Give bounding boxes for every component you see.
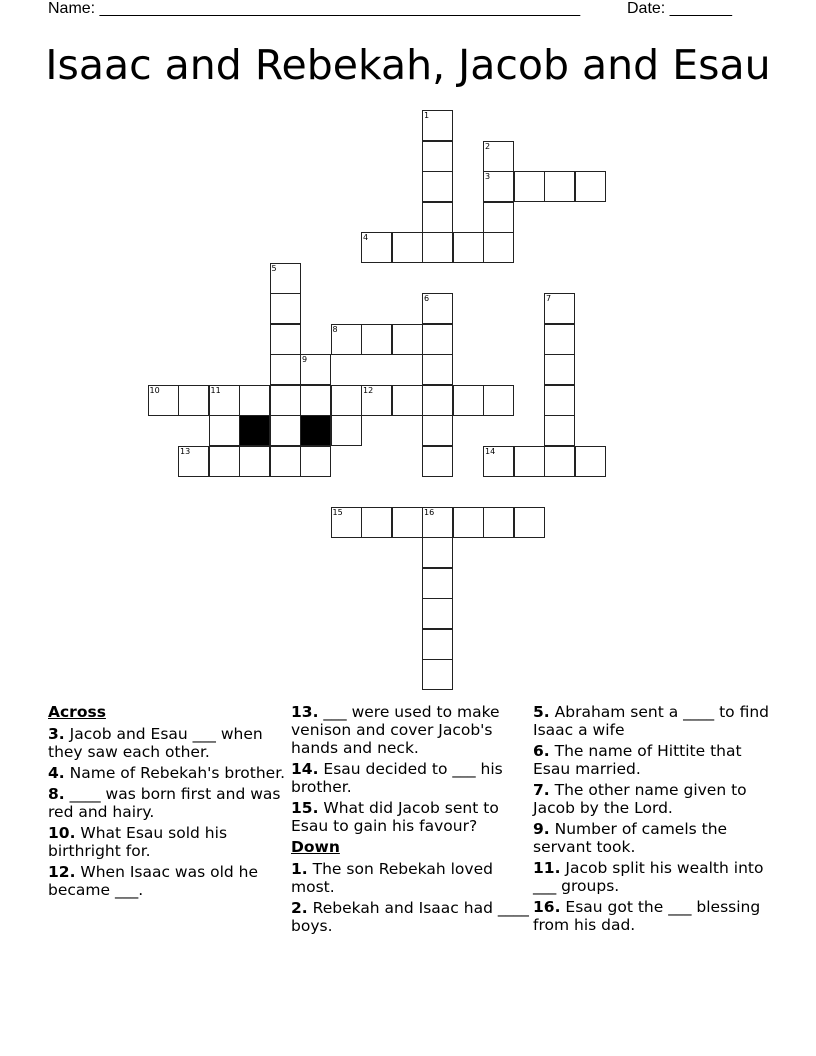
grid-cell[interactable] [483, 171, 514, 202]
clue-item-number: 15. [291, 799, 319, 817]
clue-number: 9 [302, 355, 308, 364]
grid-cell[interactable] [422, 629, 453, 660]
clue-item [533, 898, 773, 934]
grid-cell[interactable] [270, 293, 301, 324]
clue-item-number: 6. [533, 742, 550, 760]
clue-item-text: Esau got the ___ blessing from his dad. [533, 898, 761, 934]
clue-item [48, 764, 288, 782]
grid-cell[interactable] [270, 354, 301, 385]
grid-cell[interactable] [422, 232, 453, 263]
clue-number: 10 [149, 385, 160, 395]
clue-item-text: Esau decided to ___ his brother. [291, 760, 503, 796]
clue-item [533, 781, 773, 817]
clue-item [48, 863, 288, 899]
grid-cell[interactable] [331, 415, 362, 446]
clue-number: 4 [363, 233, 369, 242]
clue-item [291, 760, 531, 796]
grid-cell[interactable] [422, 659, 453, 690]
grid-cell[interactable] [422, 537, 453, 568]
clue-number: 12 [363, 385, 374, 395]
grid-cell[interactable] [422, 171, 453, 202]
clue-item-text: The name of Hittite that Esau married. [533, 742, 742, 778]
clue-item-number: 10. [48, 824, 76, 842]
grid-cell[interactable] [422, 293, 453, 324]
grid-cell[interactable] [422, 110, 453, 141]
clue-item-number: 3. [48, 725, 65, 743]
grid-cell[interactable] [361, 507, 392, 538]
clue-item-number: 2. [291, 899, 308, 917]
grid-cell[interactable] [392, 324, 423, 355]
clue-item-text: The other name given to Jacob by the Lord. [533, 781, 747, 817]
clue-item-number: 12. [48, 863, 76, 881]
clue-column-1 [48, 703, 288, 902]
clue-number: 8 [332, 324, 338, 334]
grid-cell[interactable] [453, 385, 484, 416]
clue-item-text: ___ were used to make venison and cover Jacob's hands and neck. [291, 703, 500, 757]
grid-cell[interactable] [270, 263, 301, 294]
grid-cell[interactable] [544, 446, 575, 477]
clue-number: 6 [424, 294, 430, 303]
grid-cell[interactable] [544, 293, 575, 324]
clue-item-number: 4. [48, 764, 65, 782]
grid-cell[interactable] [178, 385, 209, 416]
grid-cell[interactable] [361, 232, 392, 263]
grid-cell[interactable] [422, 446, 453, 477]
grid-cell[interactable] [361, 324, 392, 355]
clue-item-text: Number of camels the servant took. [533, 820, 728, 856]
date-line: Date: _______ [627, 0, 732, 17]
grid-cell[interactable] [575, 446, 606, 477]
grid-cell[interactable] [178, 446, 209, 477]
clue-item [533, 742, 773, 778]
grid-cell[interactable] [483, 507, 514, 538]
grid-cell[interactable] [422, 598, 453, 629]
clue-number: 16 [424, 507, 435, 517]
clue-item [291, 799, 531, 835]
clue-item [533, 859, 773, 895]
section-heading: Down [291, 838, 340, 856]
grid-cell[interactable] [392, 507, 423, 538]
clue-item-number: 7. [533, 781, 550, 799]
clue-item [533, 703, 773, 739]
grid-cell[interactable] [331, 507, 362, 538]
grid-cell[interactable] [483, 141, 514, 172]
grid-cell[interactable] [575, 171, 606, 202]
clue-item-text: What Esau sold his birthright for. [48, 824, 228, 860]
page-title: Isaac and Rebekah, Jacob and Esau [45, 41, 771, 89]
grid-cell[interactable] [453, 507, 484, 538]
clue-item-number: 9. [533, 820, 550, 838]
grid-cell[interactable] [514, 446, 545, 477]
clue-number: 2 [485, 141, 491, 151]
clue-item-number: 11. [533, 859, 561, 877]
grid-cell[interactable] [209, 385, 240, 416]
clue-number: 5 [271, 263, 277, 273]
clue-item-number: 5. [533, 703, 550, 721]
grid-cell[interactable] [239, 385, 270, 416]
clue-item-number: 16. [533, 898, 561, 916]
clue-item [291, 899, 531, 935]
clue-item [48, 785, 288, 821]
name-line: Name: ______________________________________________________ [48, 0, 581, 17]
grid-cell[interactable] [483, 202, 514, 233]
blocked-cell [300, 415, 331, 446]
grid-cell[interactable] [209, 415, 240, 446]
grid-cell[interactable] [544, 385, 575, 416]
blocked-cell [239, 415, 270, 446]
section-heading: Across [48, 703, 106, 721]
clue-item [291, 703, 531, 757]
clue-item [533, 820, 773, 856]
grid-cell[interactable] [300, 354, 331, 385]
grid-cell[interactable] [392, 232, 423, 263]
clue-item-number: 1. [291, 860, 308, 878]
clue-item-text: Abraham sent a ____ to find Isaac a wife [533, 703, 769, 739]
grid-cell[interactable] [544, 354, 575, 385]
grid-cell[interactable] [483, 446, 514, 477]
grid-cell[interactable] [544, 324, 575, 355]
grid-cell[interactable] [514, 171, 545, 202]
grid-cell[interactable] [544, 171, 575, 202]
grid-cell[interactable] [270, 324, 301, 355]
grid-cell[interactable] [270, 385, 301, 416]
grid-cell[interactable] [331, 324, 362, 355]
grid-cell[interactable] [300, 385, 331, 416]
grid-cell[interactable] [544, 415, 575, 446]
clue-item [48, 824, 288, 860]
clue-column-2 [291, 703, 531, 938]
clue-number: 1 [424, 111, 430, 120]
grid-cell[interactable] [300, 446, 331, 477]
grid-cell[interactable] [422, 507, 453, 538]
grid-cell[interactable] [361, 385, 392, 416]
grid-cell[interactable] [483, 385, 514, 416]
clue-item-text: The son Rebekah loved most. [291, 860, 493, 896]
clue-item-text: ____ was born first and was red and hairy. [48, 785, 281, 821]
clue-item-number: 8. [48, 785, 65, 803]
clue-number: 13 [180, 446, 191, 456]
grid-cell[interactable] [239, 446, 270, 477]
grid-cell[interactable] [270, 446, 301, 477]
clue-number: 15 [332, 507, 343, 517]
grid-cell[interactable] [422, 202, 453, 233]
clue-item-number: 13. [291, 703, 319, 721]
grid-cell[interactable] [422, 354, 453, 385]
clue-item-number: 14. [291, 760, 319, 778]
grid-cell[interactable] [148, 385, 179, 416]
grid-cell[interactable] [422, 415, 453, 446]
grid-cell[interactable] [422, 324, 453, 355]
grid-cell[interactable] [422, 568, 453, 599]
clue-item-text: When Isaac was old he became ___. [48, 863, 259, 899]
clue-column-3 [533, 703, 773, 937]
clue-number: 7 [546, 294, 552, 303]
clue-number: 14 [485, 446, 496, 456]
clue-number: 3 [485, 172, 491, 181]
clue-item-text: Jacob split his wealth into ___ groups. [533, 859, 764, 895]
grid-cell[interactable] [453, 232, 484, 263]
clue-item [48, 725, 288, 761]
grid-cell[interactable] [514, 507, 545, 538]
grid-cell[interactable] [270, 415, 301, 446]
grid-cell[interactable] [422, 141, 453, 172]
grid-cell[interactable] [483, 232, 514, 263]
clue-item-text: Name of Rebekah's brother. [69, 764, 286, 782]
clue-number: 11 [210, 385, 221, 395]
grid-cell[interactable] [422, 385, 453, 416]
grid-cell[interactable] [331, 385, 362, 416]
clue-item-text: Rebekah and Isaac had ____ boys. [291, 899, 529, 935]
clue-item-text: What did Jacob sent to Esau to gain his favour? [291, 799, 499, 835]
grid-cell[interactable] [392, 385, 423, 416]
grid-cell[interactable] [209, 446, 240, 477]
clue-item [291, 860, 531, 896]
clue-item-text: Jacob and Esau ___ when they saw each other. [48, 725, 263, 761]
